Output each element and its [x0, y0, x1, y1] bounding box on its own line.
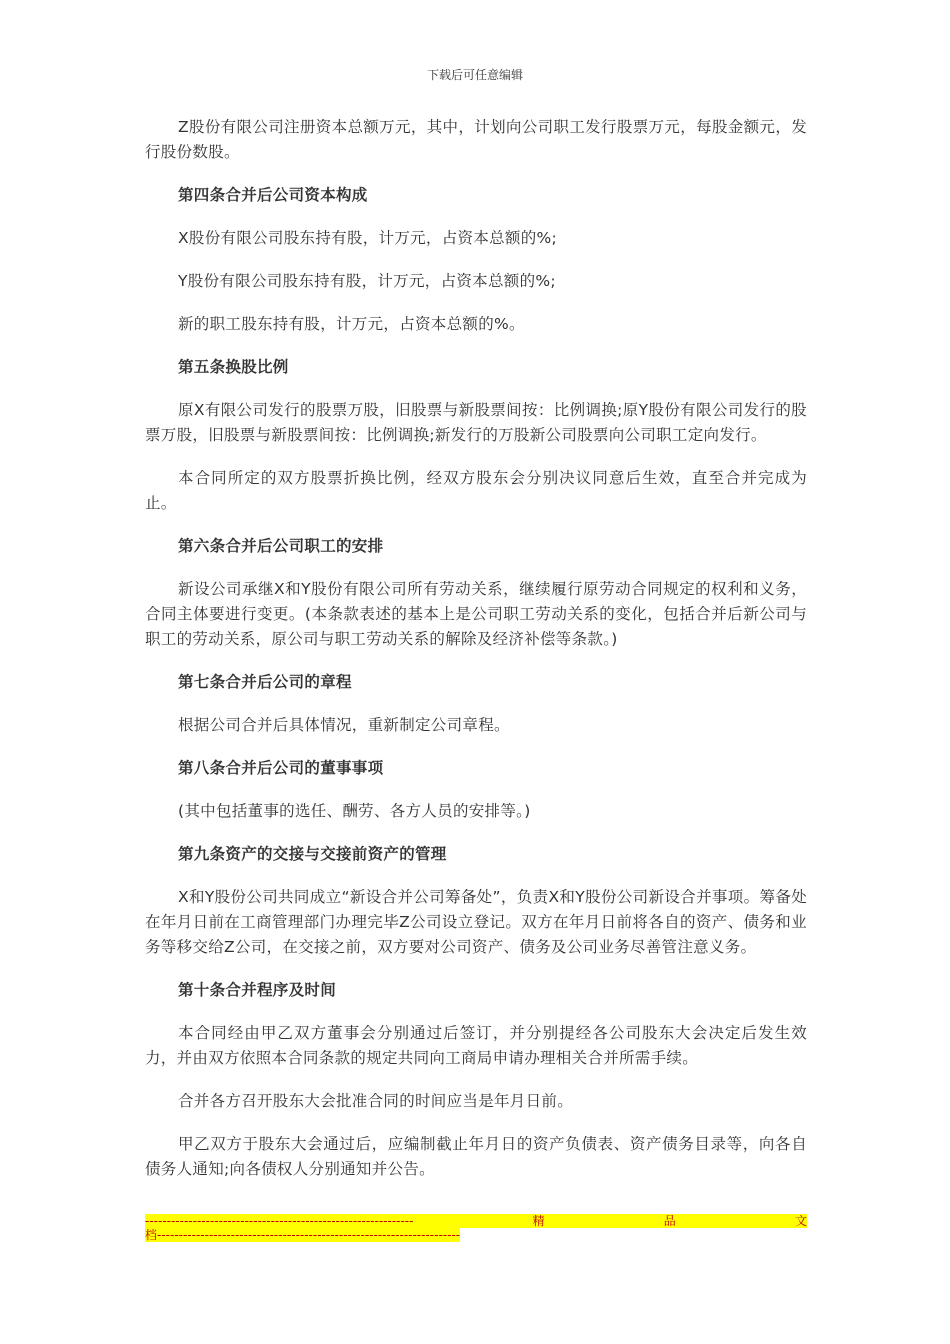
page-footer: [145, 1214, 807, 1242]
section-heading: 第九条资产的交接与交接前资产的管理: [178, 845, 447, 863]
paragraph: 合并各方召开股东大会批准合同的时间应当是年月日前。: [178, 1092, 574, 1110]
paragraph: 原X有限公司发行的股票万股，旧股票与新股票间按：比例调换;原Y股份有限公司发行的股票万股，旧股票与新股票间按：比例调换;新发行的万股新公司股票向公司职工定向发行。: [145, 401, 807, 444]
paragraph: 根据公司合并后具体情况，重新制定公司章程。: [178, 716, 510, 734]
footer-char: 文: [794, 1214, 807, 1228]
paragraph: 本合同所定的双方股票折换比例，经双方股东会分别决议同意后生效，直至合并完成为止。: [145, 469, 807, 512]
paragraph: (其中包括董事的选任、酬劳、各方人员的安排等。): [178, 802, 531, 820]
section-heading: 第十条合并程序及时间: [178, 981, 337, 999]
paragraph: X和Y股份公司共同成立“新设合并公司筹备处”，负责X和Y股份公司新设合并事项。筹备处在年月日前在工商管理部门办理完毕Z公司设立登记。双方在年月日前将各自的资产、债务和业务等移交给Z公司，在交接之前，双方要对公司资产、债务及公司业务尽善管注意义务。: [145, 888, 807, 956]
paragraph: 本合同经由甲乙双方董事会分别通过后签订，并分别提经各公司股东大会决定后发生效力，并由双方依照本合同条款的规定共同向工商局申请办理相关合并所需手续。: [145, 1024, 807, 1067]
section-heading: 第六条合并后公司职工的安排: [178, 537, 384, 555]
paragraph: 新设公司承继X和Y股份有限公司所有劳动关系，继续履行原劳动合同规定的权利和义务，合同主体要进行变更。(本条款表述的基本上是公司职工劳动关系的变化，包括合并后新公司与职工的劳动关系，原公司与职工劳动关系的解除及经济补偿等条款。): [145, 580, 807, 648]
section-heading: 第四条合并后公司资本构成: [178, 186, 368, 204]
footer-char: 精: [532, 1214, 545, 1228]
section-heading: 第八条合并后公司的董事事项: [178, 759, 384, 777]
paragraph: Y股份有限公司股东持有股，计万元，占资本总额的%;: [178, 272, 556, 290]
paragraph: Z股份有限公司注册资本总额万元，其中，计划向公司职工发行股票万元，每股金额元，发行股份数股。: [145, 118, 807, 161]
footer-line-2: 档----------------------------------------------------------------------: [145, 1228, 461, 1242]
section-heading: 第七条合并后公司的章程: [178, 673, 352, 691]
footer-char: 品: [663, 1214, 676, 1228]
footer-line-1: [145, 1214, 807, 1228]
document-body: [145, 115, 807, 1200]
page-header: 下载后可任意编辑: [426, 68, 523, 82]
footer-dashes: --------------------------------------------------------------: [145, 1214, 414, 1228]
paragraph: 甲乙双方于股东大会通过后，应编制截止年月日的资产负债表、资产债务目录等，向各自债务人通知;向各债权人分别通知并公告。: [145, 1135, 807, 1178]
section-heading: 第五条换股比例: [178, 358, 289, 376]
paragraph: 新的职工股东持有股，计万元，占资本总额的%。: [178, 315, 525, 333]
paragraph: X股份有限公司股东持有股，计万元，占资本总额的%;: [178, 229, 558, 247]
